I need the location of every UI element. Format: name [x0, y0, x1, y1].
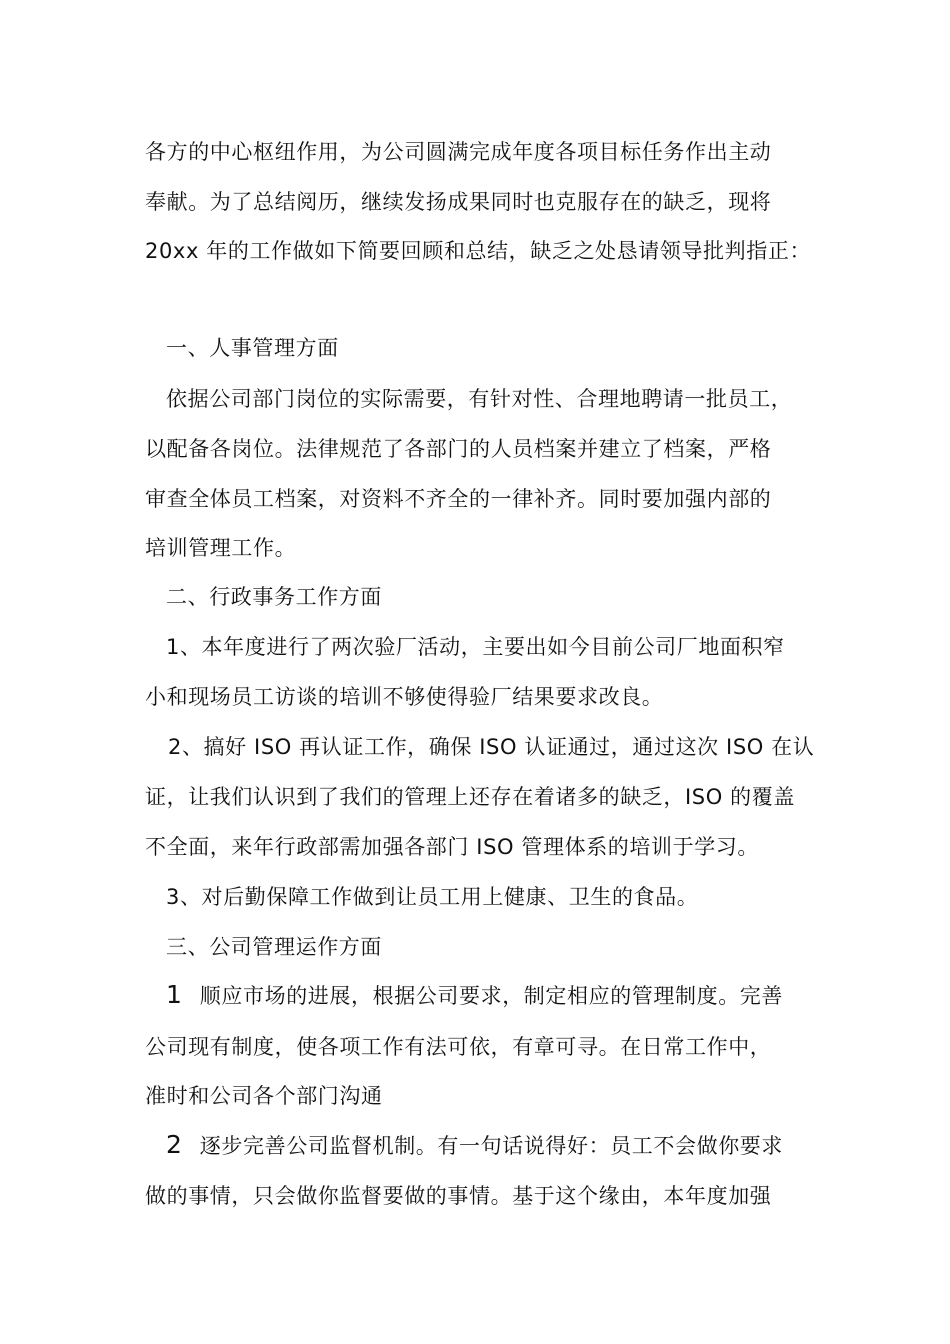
numbered-paragraph-line: [166, 1129, 783, 1161]
paragraph-line: 1、本年度进行了两次验厂活动，主要出如今目前公司厂地面积窄: [166, 635, 785, 659]
paragraph-line: 公司现有制度，使各项工作有法可依，有章可寻。在日常工作中，: [145, 1035, 772, 1059]
paragraph-line: 20xx 年的工作做如下简要回顾和总结，缺乏之处恳请领导批判指正：: [145, 239, 812, 263]
paragraph-line: 证，让我们认识到了我们的管理上还存在着诸多的缺乏，ISO 的覆盖: [145, 785, 795, 809]
paragraph-line: 以配备各岗位。法律规范了各部门的人员档案并建立了档案，严格: [145, 437, 772, 461]
paragraph-line: 小和现场员工访谈的培训不够使得验厂结果要求改良。: [145, 685, 664, 709]
numbered-paragraph-line: [166, 979, 783, 1011]
paragraph-line: 做的事情，只会做你监督要做的事情。基于这个缘由，本年度加强: [145, 1184, 772, 1208]
section-heading: 三、公司管理运作方面: [166, 935, 382, 959]
paragraph-line: 培训管理工作。: [145, 536, 297, 560]
paragraph-line: 准时和公司各个部门沟通: [145, 1084, 383, 1108]
paragraph-text: 顺应市场的进展，根据公司要求，制定相应的管理制度。完善: [199, 984, 783, 1008]
paragraph-line: 审查全体员工档案，对资料不齐全的一律补齐。同时要加强内部的: [145, 487, 772, 511]
paragraph-line: 依据公司部门岗位的实际需要，有针对性、合理地聘请一批员工，: [166, 387, 793, 411]
paragraph-line: 奉献。为了总结阅历，继续发扬成果同时也克服存在的缺乏，现将: [145, 190, 772, 214]
section-heading: 二、行政事务工作方面: [166, 585, 382, 609]
section-heading: 一、人事管理方面: [166, 336, 339, 360]
paragraph-line: 3、对后勤保障工作做到让员工用上健康、卫生的食品。: [166, 885, 699, 909]
paragraph-line: 各方的中心枢纽作用，为公司圆满完成年度各项目标任务作出主动: [145, 140, 772, 164]
item-number: 2: [166, 1130, 183, 1159]
item-number: 1: [166, 980, 183, 1009]
paragraph-text: 逐步完善公司监督机制。有一句话说得好：员工不会做你要求: [199, 1134, 783, 1158]
paragraph-line: 2、搞好 ISO 再认证工作，确保 ISO 认证通过，通过这次 ISO 在认: [168, 735, 815, 759]
paragraph-line: 不全面，来年行政部需加强各部门 ISO 管理体系的培训于学习。: [145, 835, 760, 859]
